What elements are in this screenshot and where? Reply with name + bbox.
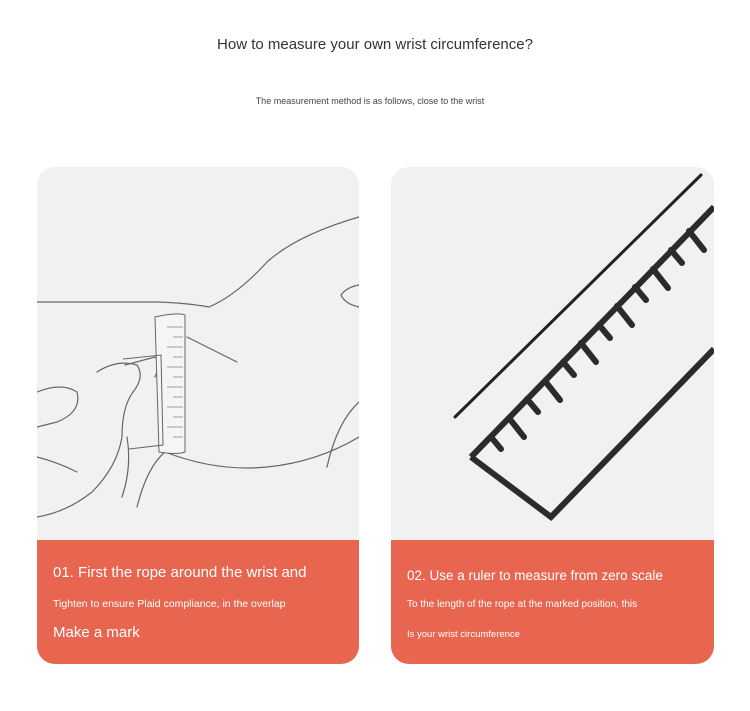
step-card-1 — [37, 167, 359, 664]
ruler-icon — [391, 167, 714, 540]
wrist-measuring-tape-icon — [37, 167, 359, 540]
step-2-detail-end: Is your wrist circumference — [407, 629, 520, 640]
step-2-heading: 02. Use a ruler to measure from zero scale — [407, 568, 663, 583]
step-1-detail-end: Make a mark — [53, 624, 140, 641]
step-caption-1 — [37, 540, 359, 664]
step-card-2 — [391, 167, 714, 664]
step-1-detail: Tighten to ensure Plaid compliance, in the overlap — [53, 598, 286, 610]
step-2-detail: To the length of the rope at the marked position, this — [407, 599, 638, 610]
step-1-heading: 01. First the rope around the wrist and — [53, 564, 307, 581]
page-title: How to measure your own wrist circumference? — [217, 36, 533, 53]
page-subtitle: The measurement method is as follows, close to the wrist — [255, 96, 485, 106]
step-caption-2 — [391, 540, 714, 664]
